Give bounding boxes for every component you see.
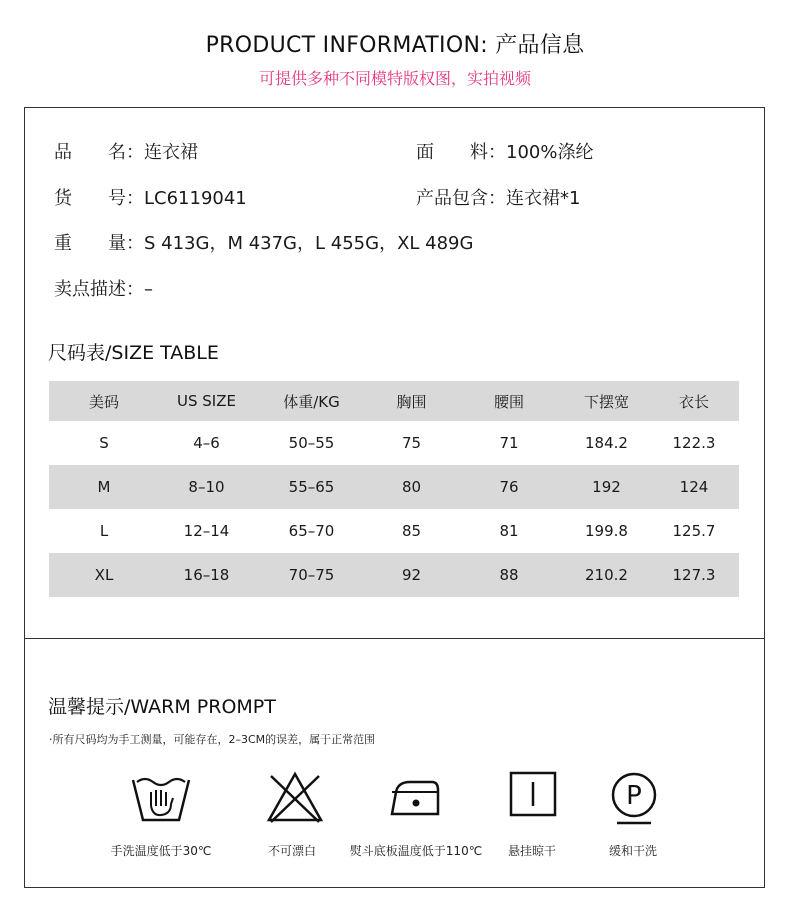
table-cell: 76 — [499, 478, 519, 496]
size-table-header-row — [49, 381, 739, 421]
hand-wash-icon — [129, 770, 193, 828]
table-cell: 50–55 — [288, 434, 335, 452]
dry-clean-p-icon — [609, 770, 659, 828]
header-cell: US SIZE — [177, 392, 236, 410]
warm-prompt-title: 温馨提示/WARM PROMPT — [48, 696, 276, 718]
selling-label: 卖点描述： — [54, 279, 144, 300]
header-cell: 美码 — [88, 392, 119, 411]
table-cell: 88 — [499, 566, 519, 584]
table-cell: 192 — [592, 478, 621, 496]
table-row — [49, 465, 739, 509]
care-label-line-dry: 悬挂晾干 — [507, 844, 556, 858]
table-cell: 12–14 — [183, 522, 230, 540]
size-table-title: 尺码表/SIZE TABLE — [48, 342, 219, 364]
page-subtitle: 可提供多种不同模特版权图，实拍视频 — [258, 69, 531, 88]
selling-value: – — [144, 279, 153, 300]
info-sku-row — [54, 184, 247, 210]
table-cell: 80 — [401, 478, 422, 496]
header-cell: 下摆宽 — [583, 392, 629, 411]
table-cell: 70–75 — [288, 566, 335, 584]
table-cell: 124 — [679, 478, 709, 496]
fabric-label: 面 料： — [416, 142, 506, 163]
section-divider — [24, 638, 765, 639]
contents-label: 产品包含： — [416, 188, 506, 209]
table-cell: 81 — [499, 522, 519, 540]
contents-value: 连衣裙*1 — [506, 188, 581, 209]
header-cell: 腰围 — [493, 392, 524, 411]
sku-label: 货 号： — [54, 188, 144, 209]
table-cell: S — [99, 434, 109, 452]
table-cell: 122.3 — [672, 434, 716, 452]
table-cell: 92 — [401, 566, 422, 584]
measurement-note: ·所有尺码均为手工测量，可能存在，2–3CM的误差，属于正常范围 — [49, 733, 376, 746]
care-label-dry-clean: 缓和干洗 — [608, 844, 657, 858]
no-bleach-icon — [265, 770, 325, 824]
table-cell: 8–10 — [188, 478, 225, 496]
care-label-iron: 熨斗底板温度低于110℃ — [349, 844, 483, 858]
iron-icon — [388, 770, 444, 820]
table-cell: XL — [94, 566, 114, 584]
care-dry-clean — [559, 770, 709, 828]
table-cell: 4–6 — [193, 434, 220, 452]
name-label: 品 名： — [54, 142, 144, 163]
line-dry-icon — [508, 770, 558, 818]
table-cell: L — [99, 522, 109, 540]
info-contents-row — [416, 184, 580, 210]
info-fabric-row — [416, 138, 593, 164]
table-cell: 199.8 — [585, 522, 628, 540]
care-hand-wash — [86, 770, 236, 828]
table-row — [49, 509, 739, 553]
size-table — [49, 381, 739, 597]
header-cell: 体重/KG — [283, 392, 340, 411]
table-cell: 71 — [499, 434, 519, 452]
sku-value: LC6119041 — [144, 188, 247, 209]
info-name-row — [54, 138, 198, 164]
table-cell: 184.2 — [585, 434, 628, 452]
table-cell: M — [97, 478, 111, 496]
weight-label: 重 量： — [54, 233, 144, 254]
table-cell: 55–65 — [288, 478, 335, 496]
table-cell: 125.7 — [672, 522, 716, 540]
fabric-value: 100%涤纶 — [506, 142, 594, 163]
table-row — [49, 553, 739, 597]
header-cell: 衣长 — [678, 392, 709, 411]
table-cell: 210.2 — [585, 566, 628, 584]
info-selling-row — [54, 275, 153, 301]
table-cell: 16–18 — [183, 566, 230, 584]
table-cell: 85 — [401, 522, 422, 540]
table-cell: 65–70 — [288, 522, 335, 540]
info-weight-row — [54, 229, 473, 255]
care-label-no-bleach: 不可漂白 — [267, 844, 316, 858]
svg-text:P: P — [626, 781, 642, 811]
header-cell: 胸围 — [396, 392, 427, 411]
weight-value: S 413G，M 437G，L 455G，XL 489G — [144, 233, 474, 254]
page-title: PRODUCT INFORMATION: 产品信息 — [205, 33, 585, 58]
name-value: 连衣裙 — [144, 142, 198, 163]
table-cell: 75 — [401, 434, 422, 452]
table-cell: 127.3 — [672, 566, 716, 584]
care-label-hand-wash: 手洗温度低于30℃ — [110, 844, 212, 858]
table-row — [49, 421, 739, 465]
